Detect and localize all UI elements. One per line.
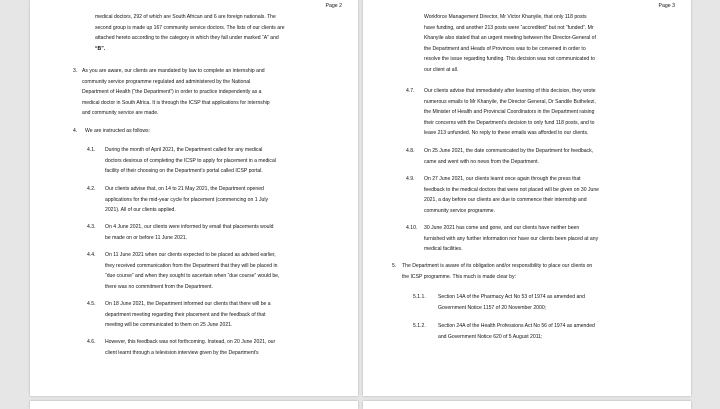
subparagraph-number: 4.4. <box>87 252 96 258</box>
subparagraph-number: 5.1.2. <box>413 323 426 329</box>
subparagraph-4-2: Our clients advise that, on 14 to 21 May 2021, the Department opened applications for the mid-year cycle for placement (commencing on 1 July 2021). All of our clients applied. <box>105 186 269 214</box>
subparagraph-4-1: During the month of April 2021, the Department called for any medical doctors desirous of completing the ICSP to apply for placement in a medical facility of their choosing on the Department's portal called ICSP portal. <box>105 147 276 175</box>
subparagraph-4-8: On 25 June 2021, the date communicated by the Department for feedback, came and went with no news from the Department. <box>424 148 594 165</box>
subparagraph-number: 4.7. <box>406 88 415 94</box>
paragraph-continuation: Workforce Management Director, Mr Victor Khanyile, that only 118 posts have funding, and another 213 posts were “accredited” but not “funded”. Mr Khanyile also stated that an urgent meeting between the Director-General of the Department and Heads of Provinces was to be convened in order to resolve the issue regarding funding. This decision was not communicated to our client at all. <box>424 14 596 73</box>
subparagraph-5-1-1: Section 14A of the Pharmacy Act No 53 of 1974 as amended and Government Notice 1157 of 20 November 2000; <box>438 294 585 311</box>
subparagraph-number: 4.10. <box>406 225 418 231</box>
page-number: Page 3 <box>658 3 675 9</box>
subparagraph-4-5: On 18 June 2021, the Department informed our clients that there will be a department meeting regarding their placement and the feedback of that meeting will be communicated to them on 25 June 2021. <box>105 301 271 329</box>
paragraph-number: 3. <box>73 68 78 74</box>
subparagraph-number: 4.9. <box>406 176 415 182</box>
paragraph-number: 5. <box>392 263 397 269</box>
subparagraph-number: 4.3. <box>87 224 96 230</box>
subparagraph-5-1-2: Section 24A of the Health Professions Act No 56 of 1974 as amended and Government Notice 620 of 5 August 2011; <box>438 323 595 340</box>
page-number: Page 2 <box>325 3 342 9</box>
subparagraph-4-3: On 4 June 2021, our clients were informed by email that placements would be made on or before 11 June 2021. <box>105 224 274 241</box>
next-page-edge <box>30 401 358 409</box>
next-page-edge <box>363 401 691 409</box>
subparagraph-number: 5.1.1. <box>413 294 426 300</box>
subparagraph-number: 4.2. <box>87 186 96 192</box>
paragraph-5: The Department is aware of its obligation and/or responsibility to place our clients on the ICSP programme. This much is made clear by: <box>402 263 593 280</box>
document-page-3 <box>363 0 691 396</box>
subparagraph-4-9: On 27 June 2021, our clients learnt once again through the press that feedback to the medical doctors that were not placed will be given on 30 June 2021, a day before our clients are due to commence their internship and community service programme. <box>424 176 599 214</box>
paragraph-number: 4. <box>73 128 78 134</box>
subparagraph-4-7: Our clients advise that immediately after learning of this decision, they wrote numerous emails to Mr Khanyile, the Director General, Dr Sandile Buthelezi, the Minister of Health and Provincial Coordinators in the Department raising their concerns with the Department's decision to only fund 118 posts, and to leave 213 unfunded. No reply to these emails was afforded to our clients. <box>424 88 596 137</box>
subparagraph-number: 4.1. <box>87 147 96 153</box>
subparagraph-4-10: 30 June 2021 has come and gone, and our clients have neither been furnished with any further information nor have our clients been placed at any medical facilities. <box>424 225 599 253</box>
paragraph-4: We are instructed as follows: <box>85 128 151 134</box>
subparagraph-4-4: On 11 June 2021 when our clients expected to be placed as advised earlier, they received communication from the Department that they will be placed in “due course” and when they sought to ascertain when “due course” would be, there was no commitment from the Department. <box>105 252 280 290</box>
paragraph-continuation: medical doctors, 292 of which are South African and 6 are foreign nationals. The second group is made up 167 community service doctors. The lists of our clients are attached hereto according to the category in which they fall under marked “A” and “B”. <box>95 14 285 52</box>
subparagraph-number: 4.6. <box>87 339 96 345</box>
subparagraph-number: 4.8. <box>406 148 415 154</box>
paragraph-3: As you are aware, our clients are mandated by law to complete an internship and community service programme regulated and administered by the National Department of Health (“the Department”) in order to practice independently as a medical doctor in South Africa. It is through the ICSP that applications for internship and community service are made. <box>82 68 270 117</box>
subparagraph-4-6: However, this feedback was not forthcoming. Instead, on 20 June 2021, our client learnt through a television interview given by the Department's <box>105 339 276 356</box>
subparagraph-number: 4.5. <box>87 301 96 307</box>
document-page-2 <box>30 0 358 396</box>
